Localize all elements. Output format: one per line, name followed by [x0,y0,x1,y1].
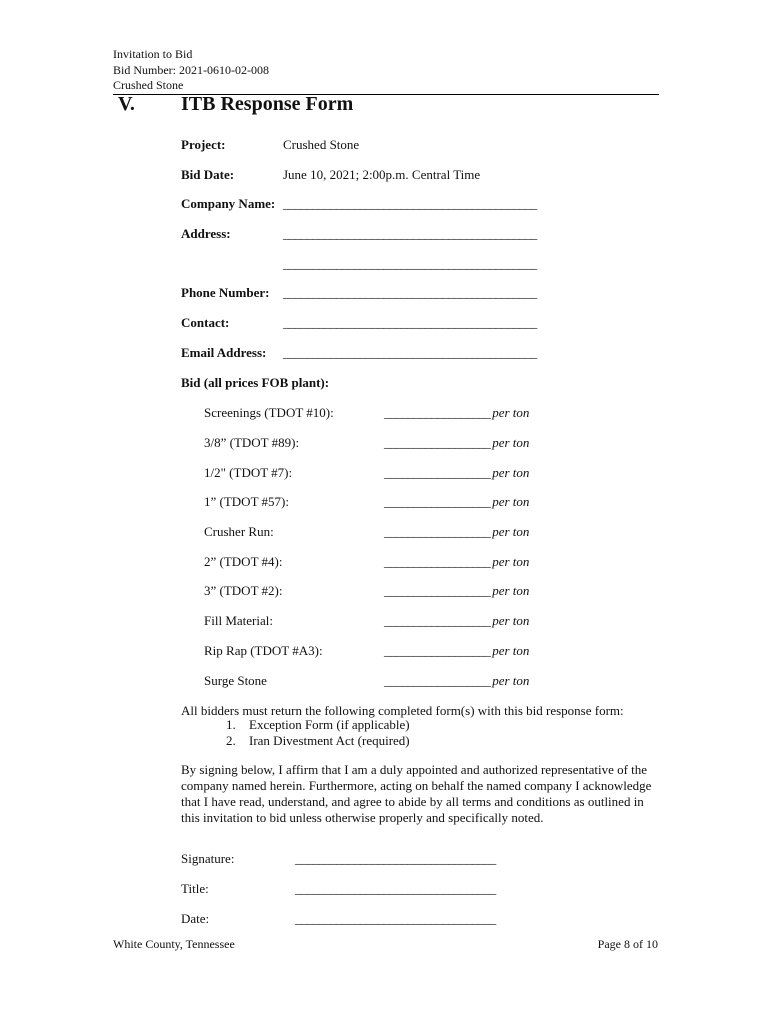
address-field-line-1[interactable]: ___________________________________________ [283,226,537,241]
contact-field[interactable]: ___________________________________________ [283,315,537,330]
price-blank[interactable]: __________________ [384,494,491,509]
requirement-number: 1. [226,717,236,732]
footer-page-number: Page 8 of 10 [597,937,658,951]
affirmation-paragraph: By signing below, I affirm that I am a duly appointed and authorized representative of the company named herein. Furthermore, acting on behalf the named company I acknowledge that I have read, understand, and agree to abide by all terms and conditions as outlined in this invitation to bid unless otherwise properly and specifically noted. [181,762,652,825]
bid-date-label: Bid Date: [181,167,235,182]
bid-price-field[interactable] [384,524,529,540]
bid-item-label: Crusher Run: [204,524,274,539]
contact-label: Contact: [181,315,230,330]
price-unit: per ton [492,524,530,539]
price-unit: per ton [492,673,530,688]
bid-date-value: June 10, 2021; 2:00p.m. Central Time [283,167,481,182]
section-number: V. [118,93,135,115]
price-unit: per ton [492,554,530,569]
company-name-field[interactable]: ___________________________________________ [283,196,537,211]
bid-price-field[interactable] [384,643,529,659]
price-unit: per ton [492,583,530,598]
price-unit: per ton [492,435,530,450]
section-title: ITB Response Form [181,93,354,115]
phone-number-field[interactable]: ___________________________________________ [283,285,537,300]
address-label: Address: [181,226,231,241]
requirement-text: Iran Divestment Act (required) [249,733,410,748]
signature-field[interactable]: __________________________________ [295,851,496,866]
price-blank[interactable]: __________________ [384,643,491,658]
company-name-label: Company Name: [181,196,276,211]
footer-county: White County, Tennessee [113,937,235,951]
title-label: Title: [181,881,209,896]
bid-item-label: 1/2" (TDOT #7): [204,465,293,480]
bid-item-label: 1” (TDOT #57): [204,494,289,509]
price-unit: per ton [492,643,530,658]
bid-price-field[interactable] [384,494,529,510]
bid-price-field[interactable] [384,673,529,689]
date-field[interactable]: __________________________________ [295,911,496,926]
requirement-item [226,733,410,749]
requirement-text: Exception Form (if applicable) [249,717,410,732]
bid-price-field[interactable] [384,405,529,421]
signature-label: Signature: [181,851,235,866]
price-blank[interactable]: __________________ [384,405,491,420]
price-blank[interactable]: __________________ [384,613,491,628]
title-field[interactable]: __________________________________ [295,881,496,896]
bid-price-field[interactable] [384,554,529,570]
email-address-label: Email Address: [181,345,267,360]
bid-item-label: Screenings (TDOT #10): [204,405,334,420]
requirement-number: 2. [226,733,236,748]
price-blank[interactable]: __________________ [384,524,491,539]
price-blank[interactable]: __________________ [384,435,491,450]
project-label: Project: [181,137,226,152]
price-blank[interactable]: __________________ [384,583,491,598]
price-unit: per ton [492,405,530,420]
email-address-field[interactable]: ___________________________________________ [283,345,537,360]
requirement-item [226,717,410,733]
bid-price-field[interactable] [384,613,529,629]
bid-price-field[interactable] [384,583,529,599]
phone-number-label: Phone Number: [181,285,270,300]
header-bid-number: Bid Number: 2021-0610-02-008 [113,63,269,77]
header-project: Crushed Stone [113,78,184,92]
address-field-line-2[interactable]: ___________________________________________ [283,256,537,271]
bid-item-label: 3” (TDOT #2): [204,583,283,598]
bid-price-field[interactable] [384,465,529,481]
price-blank[interactable]: __________________ [384,673,491,688]
bid-item-label: Surge Stone [204,673,267,688]
header-doc-title: Invitation to Bid [113,47,193,61]
price-unit: per ton [492,494,530,509]
price-unit: per ton [492,465,530,480]
price-blank[interactable]: __________________ [384,554,491,569]
date-label: Date: [181,911,210,926]
bid-heading: Bid (all prices FOB plant): [181,375,330,390]
project-value: Crushed Stone [283,137,360,152]
bid-item-label: Rip Rap (TDOT #A3): [204,643,323,658]
price-unit: per ton [492,613,530,628]
bid-item-label: 3/8” (TDOT #89): [204,435,300,450]
bid-price-field[interactable] [384,435,529,451]
bid-item-label: 2” (TDOT #4): [204,554,283,569]
bid-item-label: Fill Material: [204,613,273,628]
requirements-intro: All bidders must return the following completed form(s) with this bid response form: [181,703,624,718]
price-blank[interactable]: __________________ [384,465,491,480]
